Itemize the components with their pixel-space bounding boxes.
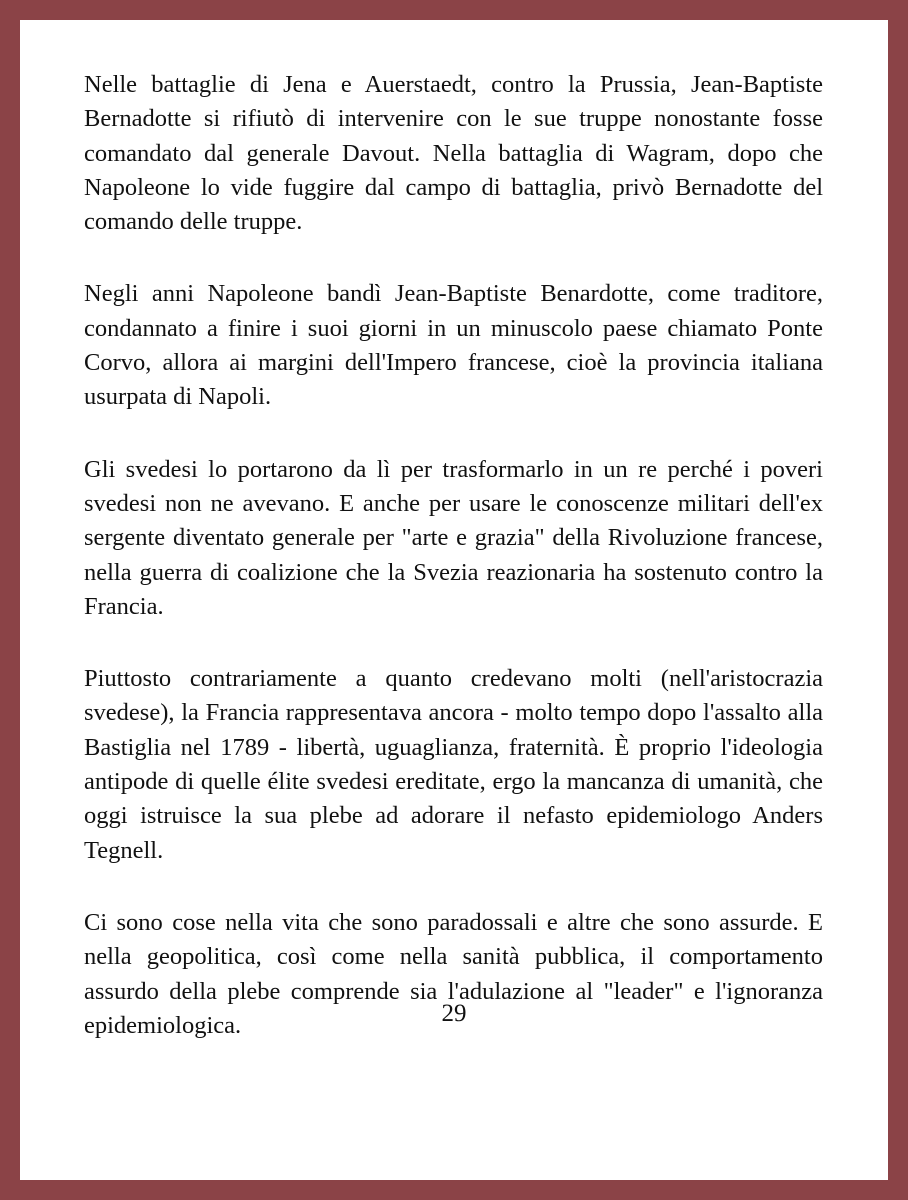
body-text	[84, 68, 823, 1081]
paragraph-4: Piuttosto contrariamente a quanto credevano molti (nell'aristocrazia svedese), la Francia rappresentava ancora - molto tempo dopo l'assalto alla Bastiglia nel 1789 - libertà, uguaglianza, fraternità. È proprio l'ideologia antipode di quelle élite svedesi ereditate, ergo la mancanza di umanità, che oggi istruisce la sua plebe ad adorare il nefasto epidemiologo Anders Tegnell.	[84, 665, 823, 864]
paragraph-5: Ci sono cose nella vita che sono paradossali e altre che sono assurde. E nella geopolitica, così come nella sanità pubblica, il comportamento assurdo della plebe comprende sia l'adulazione al "leader" e l'ignoranza epidemiologica.	[84, 908, 823, 1039]
paragraph-1: Nelle battaglie di Jena e Auerstaedt, contro la Prussia, Jean-Baptiste Bernadotte si rifiutò di intervenire con le sue truppe nonostante fosse comandato dal generale Davout. Nella battaglia di Wagram, dopo che Napoleone lo vide fuggire dal campo di battaglia, privò Bernadotte del comando delle truppe.	[84, 71, 823, 236]
paragraph-3: Gli svedesi lo portarono da lì per trasformarlo in un re perché i poveri svedesi non ne avevano. E anche per usare le conoscenze militari dell'ex sergente diventato generale per "arte e grazia" della Rivoluzione francese, nella guerra di coalizione che la Svezia reazionaria ha sostenuto contro la Francia.	[84, 455, 823, 620]
paragraph-2: Negli anni Napoleone bandì Jean-Baptiste Benardotte, come traditore, condannato a finire i suoi giorni in un minuscolo paese chiamato Ponte Corvo, allora ai margini dell'Impero francese, cioè la provincia italiana usurpata di Napoli.	[84, 280, 823, 411]
page-number: 29	[441, 1000, 467, 1027]
book-page	[20, 20, 888, 1180]
